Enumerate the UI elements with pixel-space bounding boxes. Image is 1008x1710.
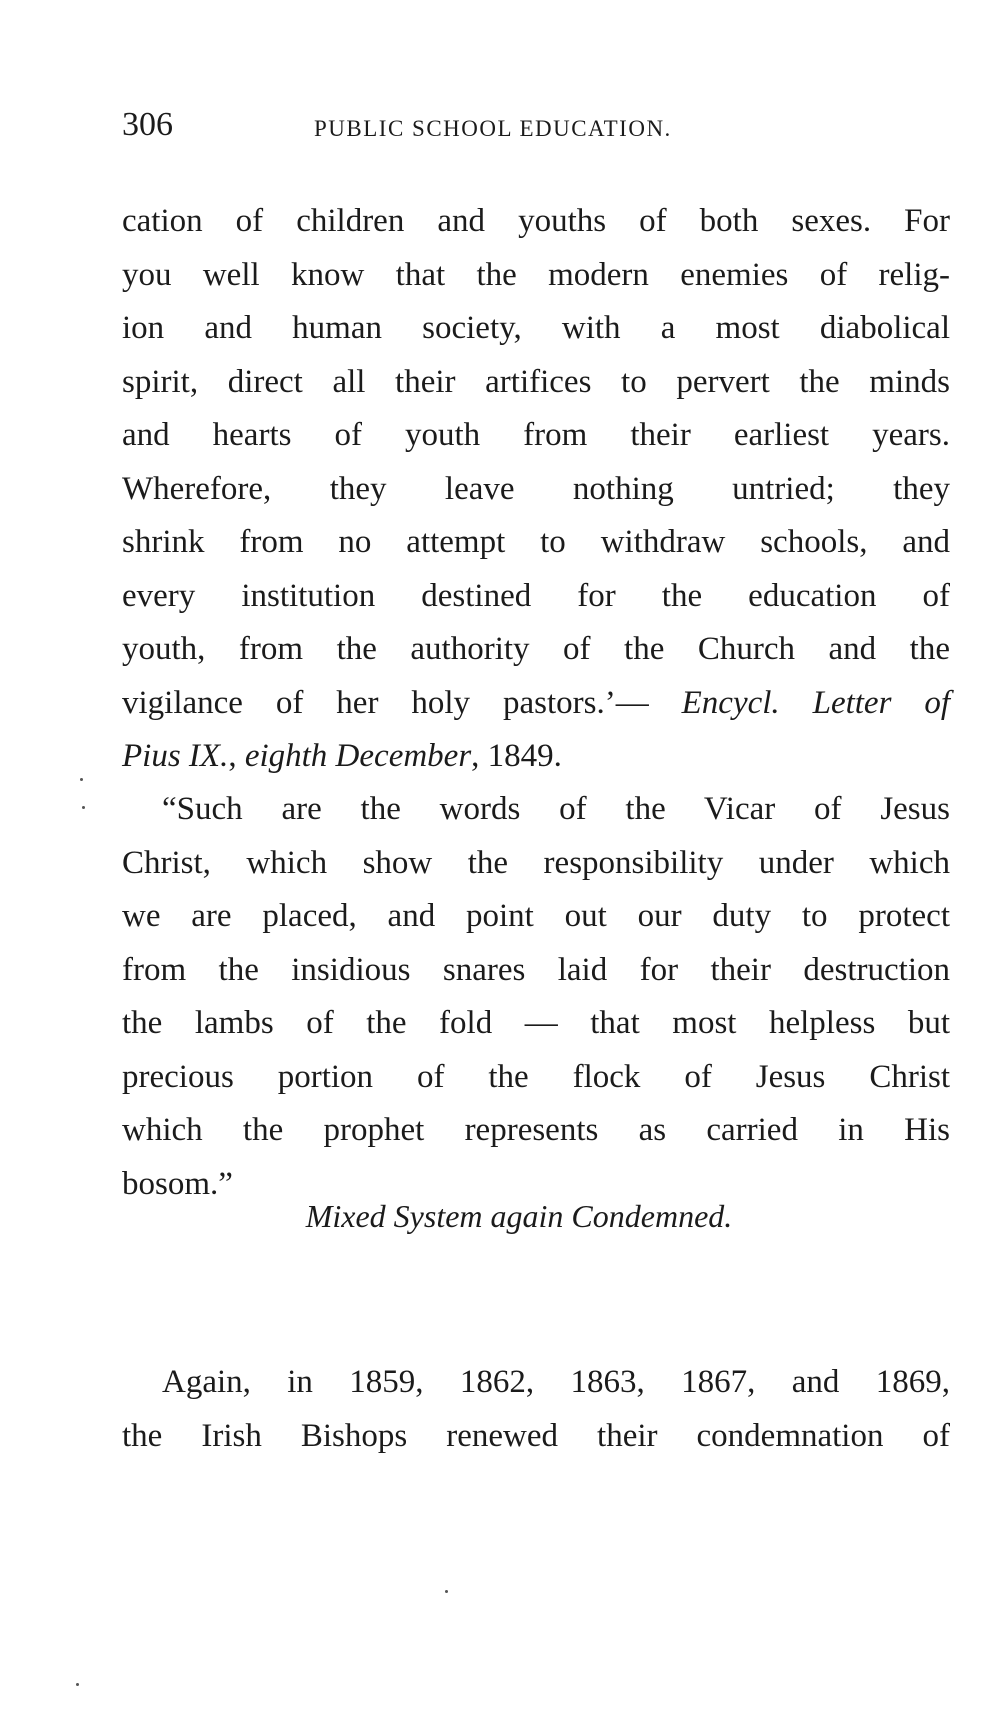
page-header xyxy=(122,108,952,152)
section-heading: Mixed System again Condemned. xyxy=(305,1198,733,1234)
text-line: and hearts of youth from their earliest years. xyxy=(122,417,950,453)
text-line: the Irish Bishops renewed their condemnation of xyxy=(122,1417,950,1454)
citation-italic: Encycl. Letter of xyxy=(681,684,951,721)
scan-speck xyxy=(445,1590,448,1593)
text-line: Again, in 1859, 1862, 1863, 1867, and 1869, xyxy=(162,1364,950,1400)
text-line: Christ, which show the responsibility under which xyxy=(122,844,950,881)
text-line: ion and human society, with a most diabolical xyxy=(122,310,950,346)
text-line: bosom.” xyxy=(122,1165,233,1202)
text-line: youth, from the authority of the Church and the xyxy=(122,631,950,667)
text-line: the lambs of the fold — that most helpless but xyxy=(122,1005,950,1041)
page-number: 306 xyxy=(122,106,173,143)
citation-line xyxy=(122,730,950,784)
citation-pope: Pius IX. xyxy=(122,738,229,774)
text-line: spirit, direct all their artifices to pervert the minds xyxy=(122,363,950,400)
citation-separator: , xyxy=(228,738,245,774)
text-line: shrink from no attempt to withdraw schools, and xyxy=(122,524,950,560)
text-line: every institution destined for the education of xyxy=(122,577,950,614)
running-title: PUBLIC SCHOOL EDUCATION. xyxy=(314,116,672,141)
citation-date: eighth December xyxy=(244,738,472,774)
paragraph-encyclical-quote xyxy=(122,195,950,784)
text-line: “Such are the words of the Vicar of Jesus xyxy=(162,791,950,827)
text-line: Wherefore, they leave nothing untried; they xyxy=(122,470,950,507)
text-line: you well know that the modern enemies of relig- xyxy=(122,256,950,293)
paragraph-irish-bishops xyxy=(122,1356,950,1463)
scan-speck xyxy=(82,806,85,809)
text-line: precious portion of the flock of Jesus Christ xyxy=(122,1058,950,1095)
paragraph-vicar-words xyxy=(122,783,950,1211)
text-line: cation of children and youths of both sexes. For xyxy=(122,203,950,239)
scan-speck xyxy=(76,1683,79,1686)
text-line: which the prophet represents as carried in His xyxy=(122,1112,950,1148)
text-line xyxy=(122,677,950,731)
text-line: we are placed, and point out our duty to protect xyxy=(122,898,950,934)
line-text: vigilance of her holy pastors.’— xyxy=(122,684,649,721)
scan-speck xyxy=(80,778,83,781)
citation-year: , 1849. xyxy=(471,738,562,774)
text-line: from the insidious snares laid for their destruction xyxy=(122,951,950,988)
